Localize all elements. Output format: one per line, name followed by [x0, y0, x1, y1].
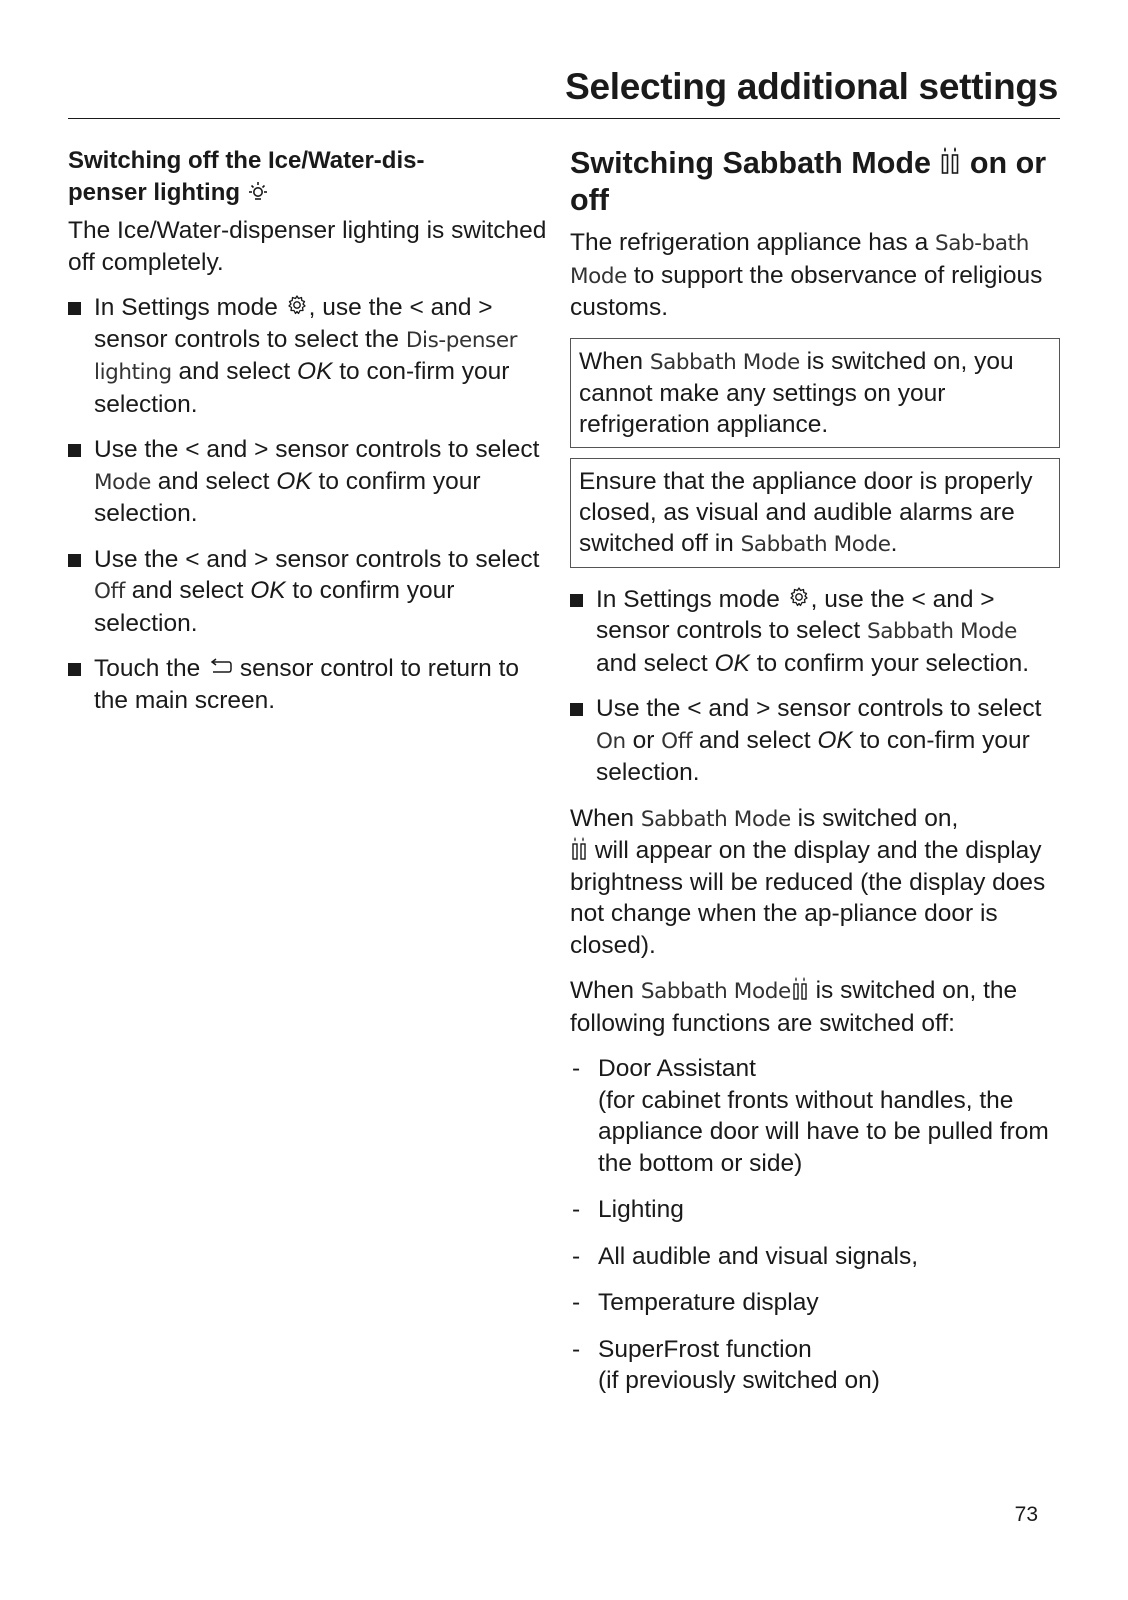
section-heading-sabbath-mode: Switching Sabbath Mode on or off [570, 146, 1047, 217]
sabbath-candles-icon [570, 836, 588, 860]
right-column [570, 145, 1060, 1412]
list-item: Use the < and > sensor controls to select Off and select OK to confirm your selection. [68, 544, 548, 640]
page-number: 73 [1014, 1503, 1038, 1526]
left-column [68, 145, 548, 730]
page-title: Selecting additional settings [565, 66, 1058, 107]
page-header [68, 62, 1060, 119]
list-item: - Door Assistant (for cabinet fronts without handles, the appliance door will have to be pulled from the bottom or side) [572, 1055, 1049, 1177]
list-item: Touch the sensor control to return to the main screen. [68, 653, 548, 716]
gear-icon [285, 293, 309, 317]
list-item: - SuperFrost function (if previously switched on) [572, 1335, 880, 1394]
left-chevron-icon: < [911, 585, 926, 613]
body-paragraph: When Sabbath Mode is switched on, will appear on the display and the display brightness will be reduced (the display does not change when the ap-pliance door is closed). [570, 804, 1046, 959]
list-item: - Temperature display [572, 1289, 819, 1316]
right-chevron-icon: > [980, 585, 995, 613]
bullet-square-icon [68, 554, 81, 567]
gear-icon [787, 585, 811, 609]
intro-text: The Ice/Water-dispenser lighting is switched off completely. [68, 217, 547, 276]
list-item: - All audible and visual signals, [572, 1242, 919, 1270]
list-item: Use the < and > sensor controls to select Mode and select OK to confirm your selection. [68, 434, 548, 530]
list-item: - Lighting [572, 1196, 684, 1223]
right-chevron-icon: > [756, 695, 771, 722]
list-item: In Settings mode , use the < and > sensor controls to select Sabbath Mode and select OK to confirm your selection. [570, 584, 1060, 680]
sabbath-candles-icon [791, 976, 809, 1000]
bullet-square-icon [68, 302, 81, 315]
list-item: Use the < and > sensor controls to select On or Off and select OK to con-firm your selection. [570, 693, 1060, 789]
instruction-list [570, 584, 1060, 789]
right-chevron-icon: > [478, 294, 493, 321]
section-heading-dispenser-lighting: Switching off the Ice/Water-dis- penser lighting [68, 147, 425, 206]
back-arrow-icon [207, 658, 233, 678]
left-chevron-icon: < [185, 545, 200, 573]
bullet-square-icon [570, 594, 583, 607]
sabbath-candles-icon [939, 145, 961, 175]
intro-text: The refrigeration appliance has a Sab-bath Mode to support the observance of religious customs. [570, 229, 1043, 321]
warning-box: Ensure that the appliance door is properly closed, as visual and audible alarms are switched off in Sabbath Mode. [570, 458, 1060, 568]
bullet-square-icon [68, 444, 81, 457]
right-chevron-icon: > [254, 545, 269, 573]
body-paragraph: When Sabbath Mode is switched on, the following functions are switched off: [570, 977, 1018, 1037]
left-chevron-icon: < [409, 294, 424, 321]
instruction-list [68, 292, 548, 716]
bullet-square-icon [68, 663, 81, 676]
bullet-square-icon [570, 703, 583, 716]
left-chevron-icon: < [185, 436, 200, 463]
left-chevron-icon: < [687, 695, 702, 722]
warning-box: When Sabbath Mode is switched on, you cannot make any settings on your refrigeration appliance. [570, 338, 1060, 448]
switched-off-functions-list [570, 1053, 1060, 1397]
right-chevron-icon: > [254, 436, 269, 463]
light-bulb-icon [247, 180, 269, 202]
list-item: In Settings mode , use the < and > sensor controls to select the Dis-penser lighting and select OK to con-firm your selection. [68, 292, 548, 420]
